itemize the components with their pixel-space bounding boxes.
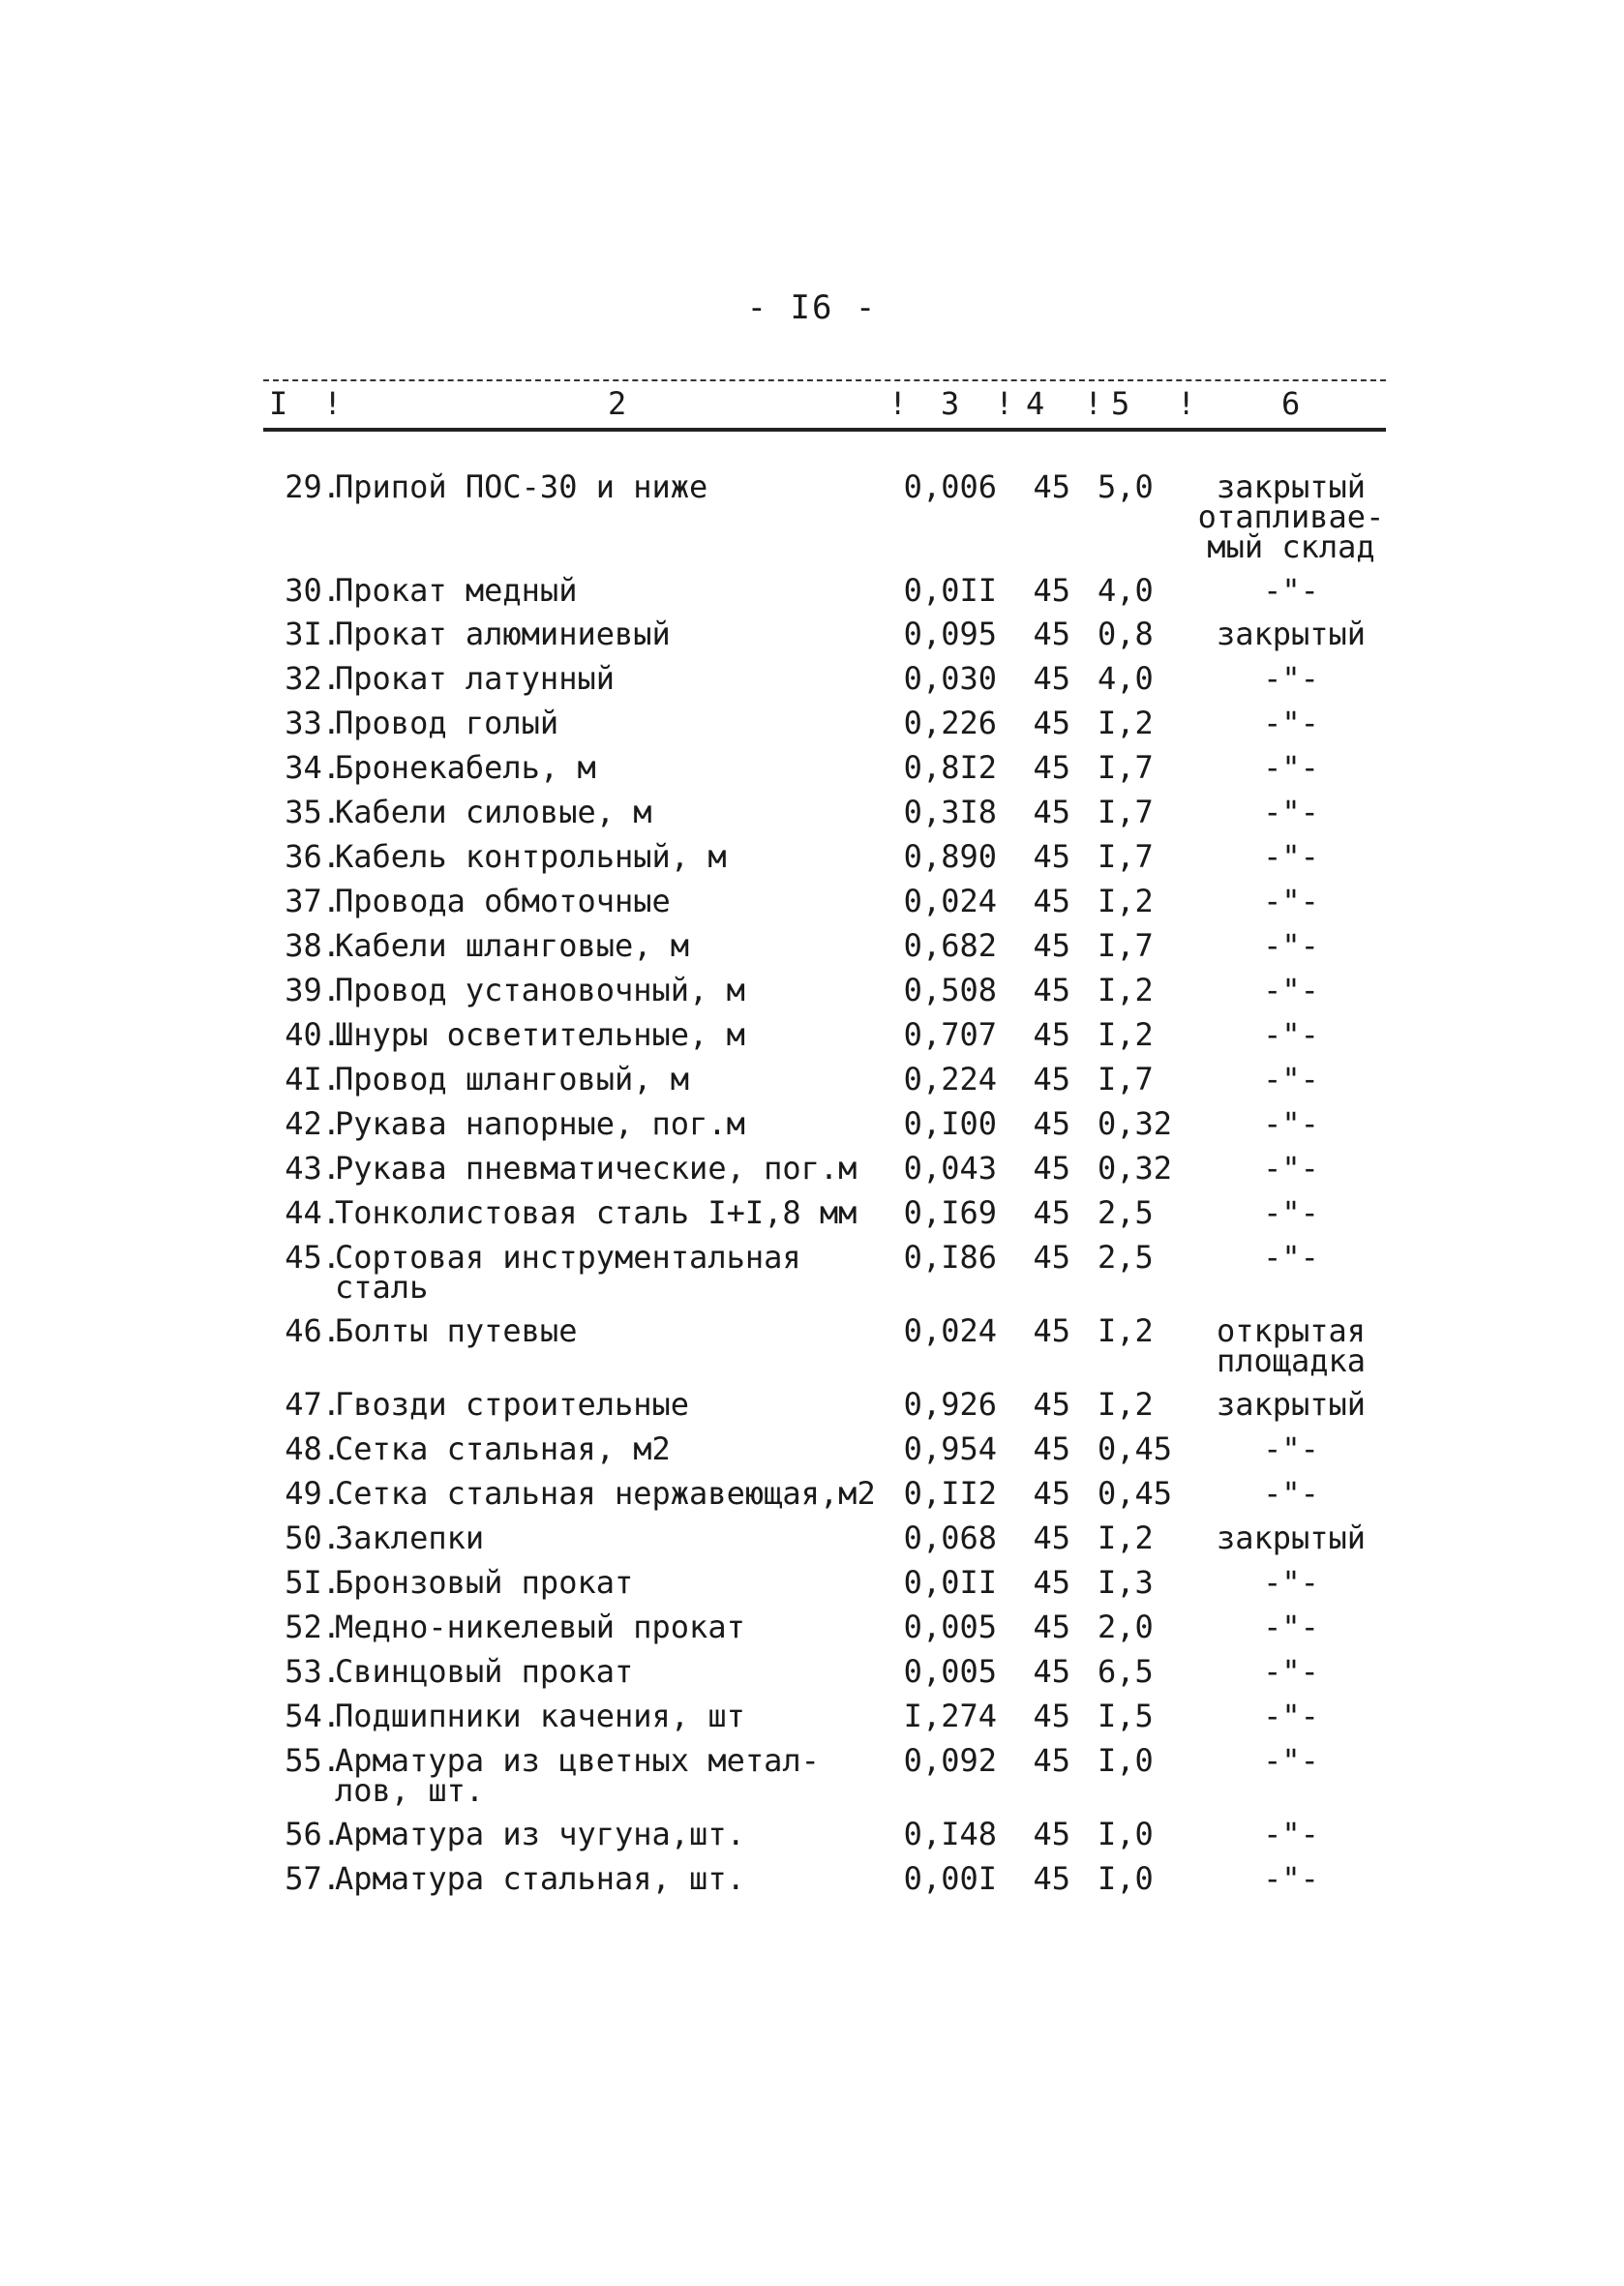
storage-col-6: -"-: [1263, 749, 1319, 786]
column-header-5: 5: [1111, 385, 1130, 422]
material-name: Сетка стальная, м2: [335, 1430, 671, 1467]
value-col-4: 45: [1033, 1860, 1070, 1897]
value-col-5: 5,0: [1098, 468, 1154, 505]
storage-col-6: -"-: [1263, 1016, 1319, 1053]
storage-col-6: -"-: [1263, 1194, 1319, 1231]
value-col-5: 4,0: [1098, 572, 1154, 609]
value-col-5: I,7: [1098, 794, 1154, 830]
storage-col-6: -"-: [1263, 1742, 1319, 1779]
material-name: Прокат латунный: [335, 660, 615, 697]
value-col-4: 45: [1033, 794, 1070, 830]
value-col-3: 0,I00: [903, 1105, 997, 1142]
value-col-4: 45: [1033, 660, 1070, 697]
value-col-3: 0,006: [903, 468, 997, 505]
value-col-3: 0,954: [903, 1430, 997, 1467]
material-name: Кабели шланговые, м: [335, 927, 690, 964]
storage-col-6: -"-: [1263, 1564, 1319, 1601]
value-col-5: I,7: [1098, 749, 1154, 786]
row-number: 5I.: [285, 1564, 341, 1601]
value-col-5: I,2: [1098, 1016, 1154, 1053]
value-col-5: I,5: [1098, 1698, 1154, 1734]
material-name: Провод голый: [335, 705, 559, 741]
column-separator: !: [995, 385, 1014, 422]
value-col-5: 6,5: [1098, 1653, 1154, 1690]
value-col-4: 45: [1033, 1430, 1070, 1467]
row-number: 43.: [285, 1150, 341, 1187]
storage-col-6: закрытый: [1216, 1519, 1367, 1556]
storage-col-6: -"-: [1263, 1430, 1319, 1467]
value-col-3: 0,00I: [903, 1860, 997, 1897]
value-col-3: I,274: [903, 1698, 997, 1734]
value-col-4: 45: [1033, 1239, 1070, 1276]
value-col-5: I,2: [1098, 705, 1154, 741]
row-number: 38.: [285, 927, 341, 964]
storage-col-6: -"-: [1263, 1239, 1319, 1276]
column-separator: !: [888, 385, 908, 422]
column-separator: !: [323, 385, 343, 422]
material-name: Свинцовый прокат: [335, 1653, 634, 1690]
material-name: Рукава напорные, пог.м: [335, 1105, 745, 1142]
row-number: 49.: [285, 1475, 341, 1512]
value-col-5: 2,5: [1098, 1194, 1154, 1231]
storage-col-6: -"-: [1263, 660, 1319, 697]
material-name: Прокат медный: [335, 572, 578, 609]
value-col-3: 0,024: [903, 1312, 997, 1349]
value-col-4: 45: [1033, 468, 1070, 505]
storage-col-6: закрытый: [1216, 616, 1367, 652]
value-col-5: I,7: [1098, 838, 1154, 875]
value-col-4: 45: [1033, 1564, 1070, 1601]
value-col-3: 0,II2: [903, 1475, 997, 1512]
row-number: 55.: [285, 1742, 341, 1779]
value-col-3: 0,043: [903, 1150, 997, 1187]
row-number: 36.: [285, 838, 341, 875]
value-col-4: 45: [1033, 1016, 1070, 1053]
value-col-4: 45: [1033, 1194, 1070, 1231]
value-col-5: I,2: [1098, 1312, 1154, 1349]
value-col-3: 0,I86: [903, 1239, 997, 1276]
column-header-1: I: [269, 385, 288, 422]
value-col-3: 0,0II: [903, 1564, 997, 1601]
value-col-5: I,0: [1098, 1742, 1154, 1779]
row-number: 30.: [285, 572, 341, 609]
value-col-5: 0,32: [1098, 1150, 1173, 1187]
material-name: Провод шланговый, м: [335, 1061, 690, 1098]
column-header-4: 4: [1026, 385, 1045, 422]
storage-col-6: -"-: [1263, 1475, 1319, 1512]
value-col-5: 2,0: [1098, 1609, 1154, 1645]
value-col-3: 0,005: [903, 1653, 997, 1690]
value-col-4: 45: [1033, 1312, 1070, 1349]
column-header-6: 6: [1281, 385, 1301, 422]
value-col-4: 45: [1033, 1475, 1070, 1512]
value-col-3: 0,005: [903, 1609, 997, 1645]
value-col-3: 0,0II: [903, 572, 997, 609]
value-col-3: 0,707: [903, 1016, 997, 1053]
row-number: 47.: [285, 1386, 341, 1423]
value-col-3: 0,926: [903, 1386, 997, 1423]
row-number: 32.: [285, 660, 341, 697]
value-col-5: 0,45: [1098, 1430, 1173, 1467]
value-col-3: 0,068: [903, 1519, 997, 1556]
value-col-4: 45: [1033, 1386, 1070, 1423]
value-col-3: 0,I69: [903, 1194, 997, 1231]
row-number: 44.: [285, 1194, 341, 1231]
value-col-4: 45: [1033, 1519, 1070, 1556]
row-number: 3I.: [285, 616, 341, 652]
value-col-5: 4,0: [1098, 660, 1154, 697]
value-col-4: 45: [1033, 927, 1070, 964]
storage-col-6: -"-: [1263, 838, 1319, 875]
material-name: Рукава пневматические, пог.м: [335, 1150, 857, 1187]
storage-col-6: -"-: [1263, 1609, 1319, 1645]
value-col-4: 45: [1033, 705, 1070, 741]
storage-col-6: -"-: [1263, 972, 1319, 1008]
column-header-3: 3: [941, 385, 960, 422]
storage-col-6: -"-: [1263, 1061, 1319, 1098]
page-number: - I6 -: [746, 288, 878, 327]
value-col-4: 45: [1033, 1609, 1070, 1645]
row-number: 54.: [285, 1698, 341, 1734]
row-number: 35.: [285, 794, 341, 830]
value-col-4: 45: [1033, 1105, 1070, 1142]
row-number: 52.: [285, 1609, 341, 1645]
value-col-5: I,2: [1098, 1519, 1154, 1556]
row-number: 53.: [285, 1653, 341, 1690]
value-col-5: I,3: [1098, 1564, 1154, 1601]
value-col-5: I,0: [1098, 1816, 1154, 1852]
value-col-5: 0,45: [1098, 1475, 1173, 1512]
row-number: 50.: [285, 1519, 341, 1556]
storage-col-6: -"-: [1263, 572, 1319, 609]
material-name: Болты путевые: [335, 1312, 578, 1349]
value-col-4: 45: [1033, 838, 1070, 875]
storage-col-6: -"-: [1263, 1105, 1319, 1142]
value-col-5: I,2: [1098, 883, 1154, 919]
storage-col-6: -"-: [1263, 1150, 1319, 1187]
material-name: Провода обмоточные: [335, 883, 671, 919]
value-col-4: 45: [1033, 572, 1070, 609]
value-col-3: 0,682: [903, 927, 997, 964]
row-number: 42.: [285, 1105, 341, 1142]
material-name: Бронекабель, м: [335, 749, 596, 786]
storage-col-6: открытая площадка: [1216, 1312, 1367, 1379]
material-name: Гвозди строительные: [335, 1386, 690, 1423]
value-col-5: I,0: [1098, 1860, 1154, 1897]
value-col-5: 0,32: [1098, 1105, 1173, 1142]
material-name: Арматура стальная, шт.: [335, 1860, 745, 1897]
column-separator: !: [1084, 385, 1103, 422]
value-col-3: 0,224: [903, 1061, 997, 1098]
value-col-3: 0,508: [903, 972, 997, 1008]
storage-col-6: закрытый отапливае- мый склад: [1197, 468, 1385, 565]
row-number: 45.: [285, 1239, 341, 1276]
materials-table: [263, 379, 1386, 1897]
storage-col-6: -"-: [1263, 705, 1319, 741]
material-name: Заклепки: [335, 1519, 485, 1556]
storage-col-6: -"-: [1263, 1698, 1319, 1734]
storage-col-6: -"-: [1263, 927, 1319, 964]
value-col-4: 45: [1033, 616, 1070, 652]
value-col-5: 2,5: [1098, 1239, 1154, 1276]
value-col-3: 0,030: [903, 660, 997, 697]
material-name: Тонколистовая сталь I+I,8 мм: [335, 1194, 857, 1231]
material-name: Прокат алюминиевый: [335, 616, 671, 652]
material-name: Сетка стальная нержавеющая,м2: [335, 1475, 876, 1512]
row-number: 39.: [285, 972, 341, 1008]
row-number: 37.: [285, 883, 341, 919]
storage-col-6: -"-: [1263, 1860, 1319, 1897]
row-number: 46.: [285, 1312, 341, 1349]
row-number: 57.: [285, 1860, 341, 1897]
value-col-4: 45: [1033, 1816, 1070, 1852]
value-col-3: 0,095: [903, 616, 997, 652]
material-name: Медно-никелевый прокат: [335, 1609, 745, 1645]
material-name: Шнуры осветительные, м: [335, 1016, 745, 1053]
value-col-5: I,7: [1098, 1061, 1154, 1098]
value-col-5: I,2: [1098, 972, 1154, 1008]
value-col-4: 45: [1033, 972, 1070, 1008]
column-separator: !: [1177, 385, 1196, 422]
value-col-4: 45: [1033, 1653, 1070, 1690]
value-col-3: 0,092: [903, 1742, 997, 1779]
storage-col-6: -"-: [1263, 883, 1319, 919]
value-col-4: 45: [1033, 1061, 1070, 1098]
material-name: Подшипники качения, шт: [335, 1698, 745, 1734]
value-col-4: 45: [1033, 1698, 1070, 1734]
value-col-3: 0,226: [903, 705, 997, 741]
storage-col-6: -"-: [1263, 1816, 1319, 1852]
material-name: Бронзовый прокат: [335, 1564, 634, 1601]
row-number: 40.: [285, 1016, 341, 1053]
material-name: Припой ПОС-30 и ниже: [335, 468, 708, 505]
value-col-3: 0,024: [903, 883, 997, 919]
value-col-5: I,2: [1098, 1386, 1154, 1423]
row-number: 56.: [285, 1816, 341, 1852]
value-col-5: I,7: [1098, 927, 1154, 964]
value-col-3: 0,3I8: [903, 794, 997, 830]
value-col-3: 0,I48: [903, 1816, 997, 1852]
value-col-3: 0,890: [903, 838, 997, 875]
value-col-4: 45: [1033, 883, 1070, 919]
column-header-row: [263, 379, 1386, 432]
row-number: 48.: [285, 1430, 341, 1467]
row-number: 33.: [285, 705, 341, 741]
material-name: Арматура из цветных метал- лов, шт.: [335, 1742, 820, 1809]
row-number: 34.: [285, 749, 341, 786]
value-col-4: 45: [1033, 1150, 1070, 1187]
row-number: 29.: [285, 468, 341, 505]
storage-col-6: -"-: [1263, 1653, 1319, 1690]
material-name: Кабели силовые, м: [335, 794, 652, 830]
value-col-4: 45: [1033, 1742, 1070, 1779]
column-header-2: 2: [608, 385, 627, 422]
value-col-3: 0,8I2: [903, 749, 997, 786]
row-number: 4I.: [285, 1061, 341, 1098]
material-name: Кабель контрольный, м: [335, 838, 727, 875]
storage-col-6: -"-: [1263, 794, 1319, 830]
material-name: Сортовая инструментальная сталь: [335, 1239, 801, 1306]
material-name: Арматура из чугуна,шт.: [335, 1816, 745, 1852]
value-col-5: 0,8: [1098, 616, 1154, 652]
value-col-4: 45: [1033, 749, 1070, 786]
storage-col-6: закрытый: [1216, 1386, 1367, 1423]
material-name: Провод установочный, м: [335, 972, 745, 1008]
